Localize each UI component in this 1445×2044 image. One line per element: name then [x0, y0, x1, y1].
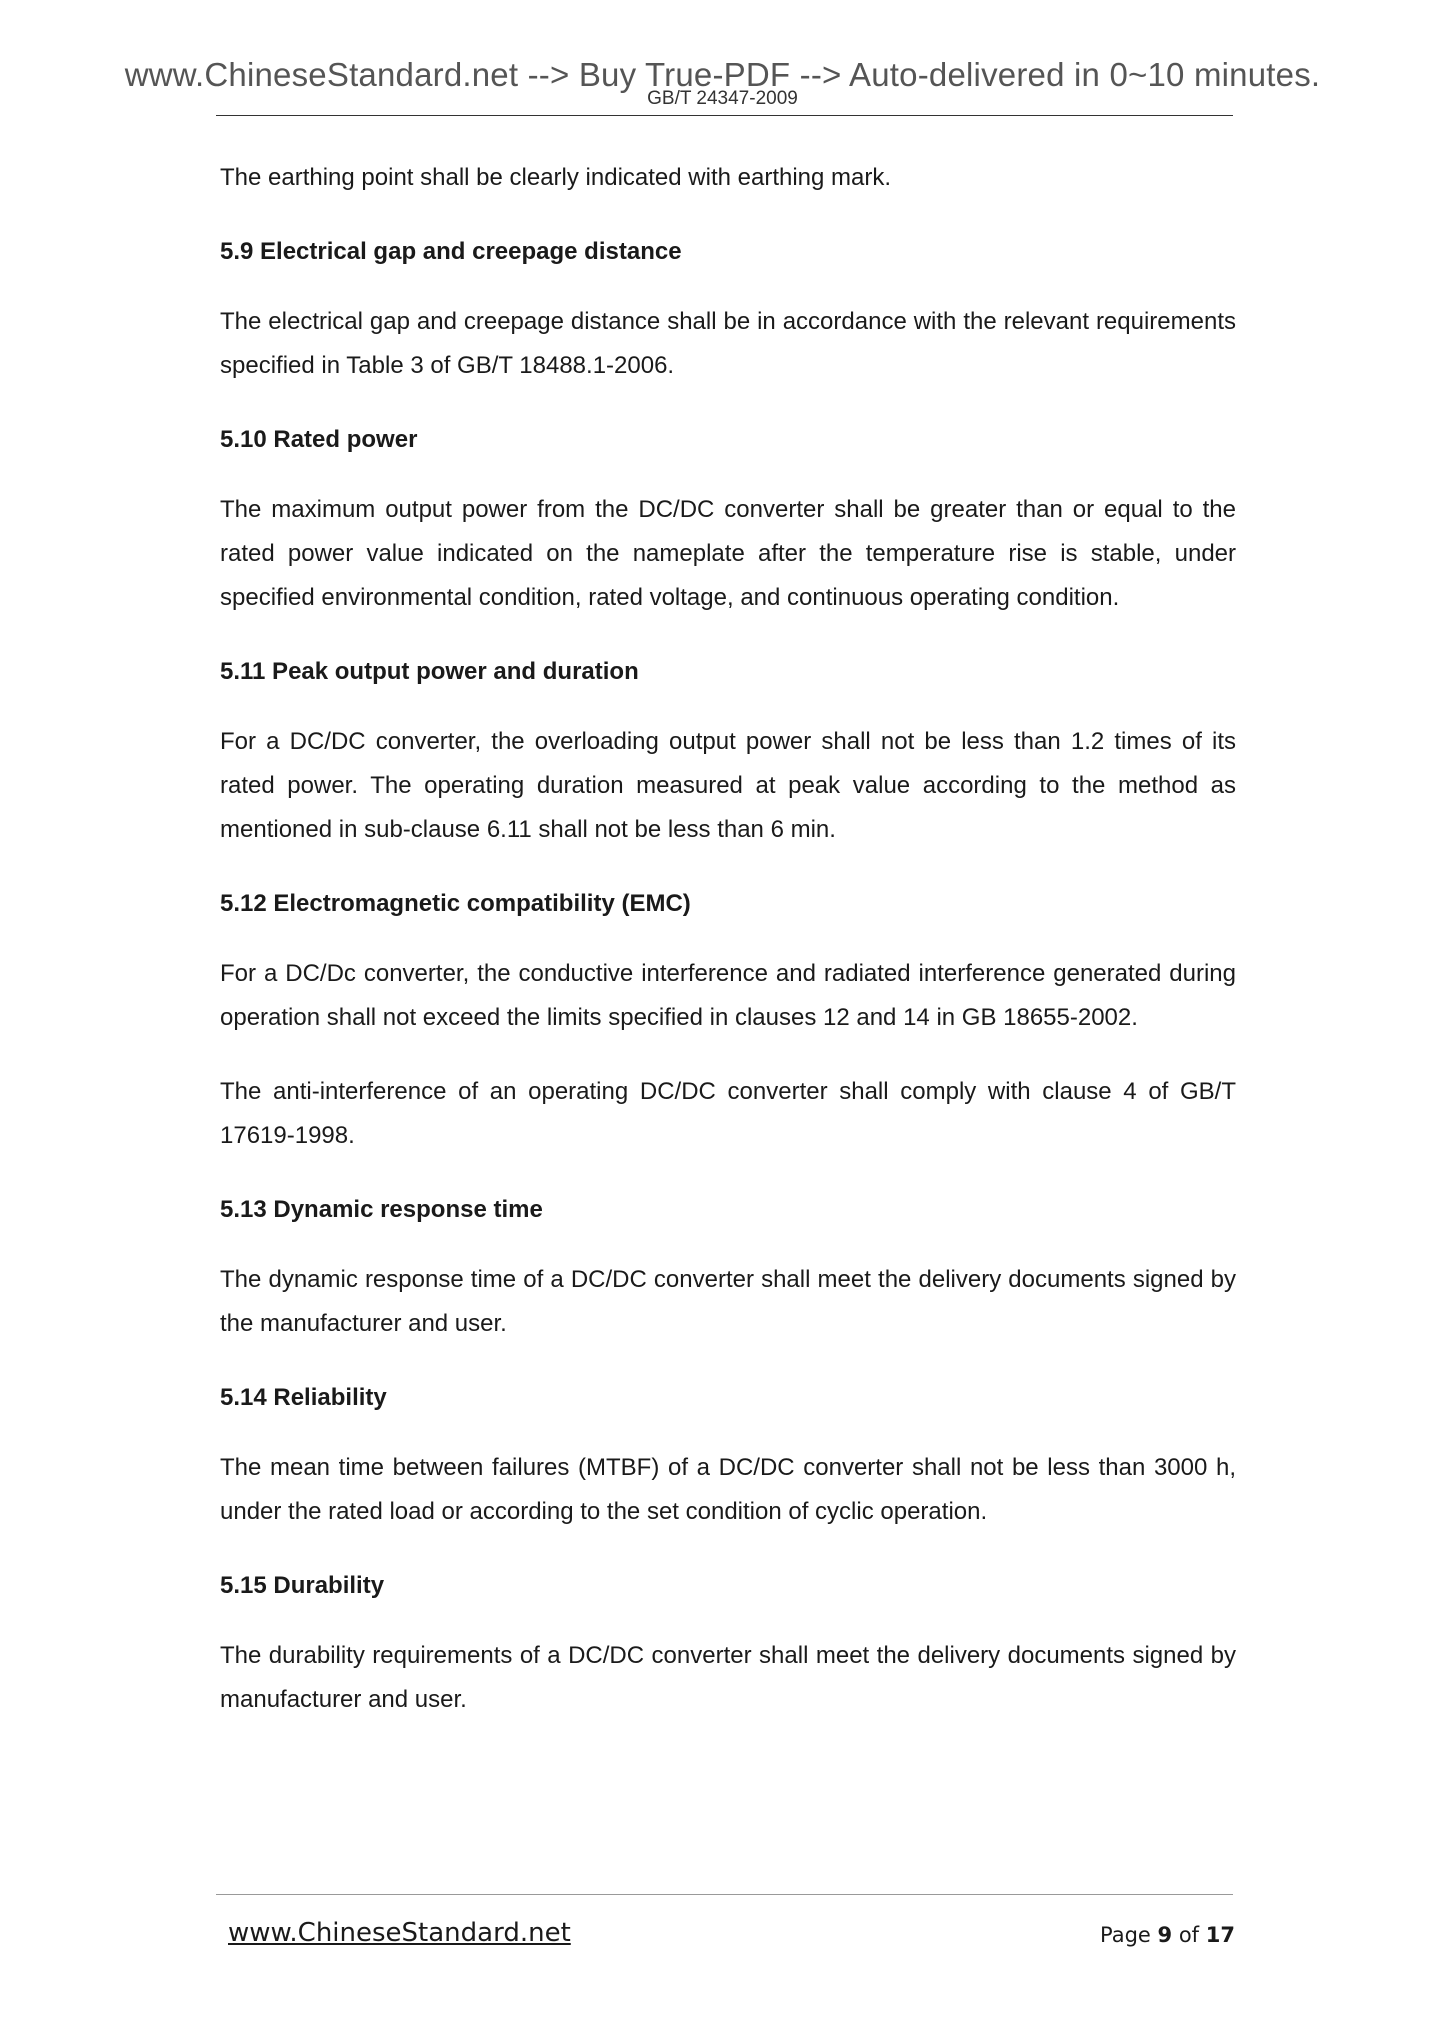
page-indicator: [1100, 1923, 1235, 1947]
section-5-9-paragraph: The electrical gap and creepage distance shall be in accordance with the relevant requirements specified in Table 3 of GB/T 18488.1-2006.: [220, 308, 1236, 379]
footer-divider: [216, 1894, 1233, 1895]
document-body: [220, 156, 1236, 1752]
header-divider: [216, 115, 1233, 116]
section-5-12-paragraph-2: The anti-interference of an operating DC/DC converter shall comply with clause 4 of GB/T 17619-1998.: [220, 1078, 1236, 1149]
page-number: 9: [1157, 1923, 1173, 1947]
section-heading-5-11: 5.11 Peak output power and duration: [220, 658, 639, 685]
section-heading-5-13: 5.13 Dynamic response time: [220, 1196, 543, 1223]
section-5-10-paragraph: The maximum output power from the DC/DC converter shall be greater than or equal to the rated power value indicated on the nameplate after the temperature rise is stable, under specified environmental condition, rated voltage, and continuous operating condition.: [220, 496, 1236, 611]
section-5-13-paragraph: The dynamic response time of a DC/DC converter shall meet the delivery documents signed by the manufacturer and user.: [220, 1266, 1236, 1337]
section-5-15-paragraph: The durability requirements of a DC/DC converter shall meet the delivery documents signed by manufacturer and user.: [220, 1642, 1236, 1713]
intro-paragraph: The earthing point shall be clearly indicated with earthing mark.: [220, 164, 892, 191]
footer-site-link[interactable]: www.ChineseStandard.net: [228, 1918, 571, 1948]
standard-code: GB/T 24347-2009: [647, 88, 798, 109]
section-heading-5-15: 5.15 Durability: [220, 1572, 385, 1599]
of-label: of: [1178, 1923, 1200, 1947]
section-heading-5-9: 5.9 Electrical gap and creepage distance: [220, 238, 682, 265]
section-5-11-paragraph: For a DC/DC converter, the overloading output power shall not be less than 1.2 times of its rated power. The operating duration measured at peak value according to the method as mentioned in sub-clause 6.11 shall not be less than 6 min.: [220, 728, 1236, 843]
section-5-14-paragraph: The mean time between failures (MTBF) of a DC/DC converter shall not be less than 3000 h, under the rated load or according to the set condition of cyclic operation.: [220, 1454, 1236, 1525]
section-heading-5-10: 5.10 Rated power: [220, 426, 418, 453]
section-5-12-paragraph-1: For a DC/Dc converter, the conductive interference and radiated interference generated during operation shall not exceed the limits specified in clauses 12 and 14 in GB 18655-2002.: [220, 960, 1236, 1031]
total-pages: 17: [1205, 1923, 1235, 1947]
top-banner: www.ChineseStandard.net --> Buy True-PDF --> Auto-delivered in 0~10 minutes.: [124, 56, 1321, 93]
section-heading-5-14: 5.14 Reliability: [220, 1384, 387, 1411]
page-label: Page: [1099, 1923, 1151, 1947]
section-heading-5-12: 5.12 Electromagnetic compatibility (EMC): [220, 890, 691, 917]
